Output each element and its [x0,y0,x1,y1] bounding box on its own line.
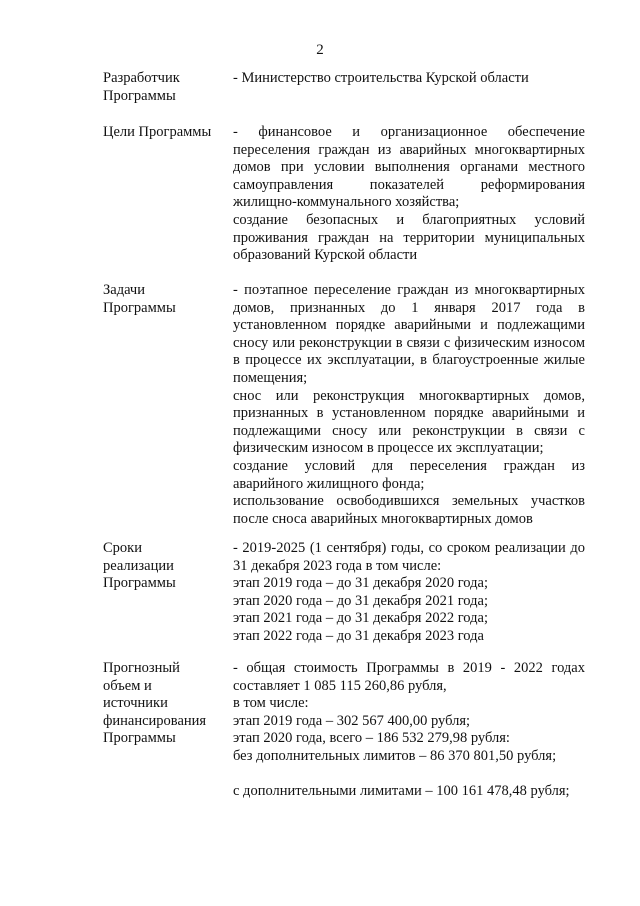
paragraph: этап 2022 года – до 31 декабря 2023 года [233,627,484,644]
paragraph: - поэтапное переселение граждан из многоквартирных домов, признанных до 1 января 2017 года в установленном порядке аварийными и подлежащими сносу или реконструкции в связи с физическим износом в процессе их эксплуатации, в благоустроенные жилые помещения; [233,282,585,386]
paragraph: снос или реконструкция многоквартирных домов, признанных в установленном порядке аварийными и подлежащими сносу или реконструкции в связи с физическим износом в процессе их эксплуатации; [233,387,585,457]
paragraph: этап 2020 года – до 31 декабря 2021 года; [233,592,488,609]
section-label: Прогнозный объем и источники финансирования Программы [103,660,207,747]
section-label: Сроки реализации Программы [103,540,176,592]
section-content [233,70,585,88]
paragraph: этап 2019 года – 302 567 400,00 рубля; [233,712,471,729]
paragraph: с дополнительными лимитами – 100 161 478,48 рубля; [233,783,570,800]
page-number: 2 [316,42,324,58]
paragraph: - Министерство строительства Курской области [233,70,529,86]
section-content [233,124,585,265]
section-label: Цели Программы [103,124,212,140]
section-content [233,660,585,801]
section-label: Задачи Программы [103,282,176,316]
paragraph: - общая стоимость Программы в 2019 - 2022 годах составляет 1 085 115 260,86 рубля, [233,660,585,694]
paragraph: - финансовое и организационное обеспечение переселения граждан из аварийных многоквартирных домов при условии выполнения органами местного самоуправления показателей реформирования жилищно-коммунального хозяйства; [233,124,585,211]
paragraph: использование освободившихся земельных участков после сноса аварийных многоквартирных домов [233,493,585,527]
paragraph: - 2019-2025 (1 сентября) годы, со сроком реализации до 31 декабря 2023 года в том числе: [233,540,585,574]
section-label: Разработчик Программы [103,70,180,104]
section-content [233,282,585,528]
paragraph: создание безопасных и благоприятных условий проживания граждан на территории муниципальных образований Курской области [233,211,585,264]
paragraph: этап 2021 года – до 31 декабря 2022 года; [233,610,488,627]
section-content [233,540,585,646]
paragraph: создание условий для переселения граждан из аварийного жилищного фонда; [233,457,585,492]
paragraph: этап 2020 года, всего – 186 532 279,98 рубля: [233,730,510,747]
paragraph: без дополнительных лимитов – 86 370 801,50 рубля; [233,747,557,764]
paragraph: этап 2019 года – до 31 декабря 2020 года; [233,575,488,592]
paragraph: в том числе: [233,695,309,712]
